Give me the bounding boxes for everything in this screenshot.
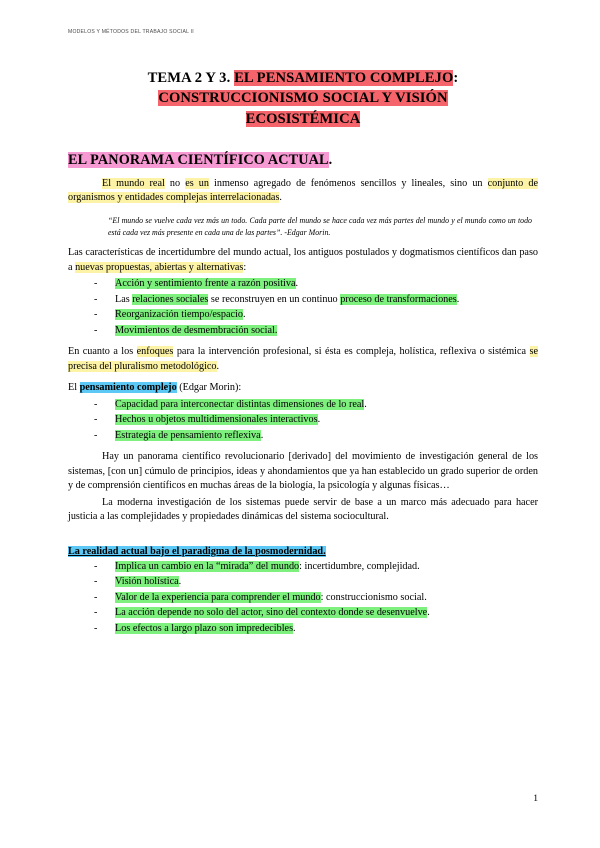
- hl-hechos-objetos: Hechos u objetos multidimensionales interactivos: [115, 414, 318, 426]
- running-header: MODELOS Y MÉTODOS DEL TRABAJO SOCIAL II: [68, 29, 194, 35]
- dash-marker: -: [94, 398, 98, 410]
- text-tail: .: [364, 398, 367, 410]
- hl-efectos-largo-plazo: Los efectos a largo plazo son impredecibles: [115, 622, 294, 634]
- list-realidad-posmodernidad: [68, 559, 538, 637]
- page-number: 1: [533, 793, 538, 804]
- paragraph-pensamiento-complejo-lead: [68, 381, 538, 395]
- text-el: El: [68, 382, 80, 394]
- list-item: [68, 323, 538, 339]
- heading-panorama-cientifico: [68, 152, 538, 170]
- text-tail: .: [216, 360, 220, 372]
- hl-accion-sentimiento: Acción y sentimiento frente a razón positiva: [115, 278, 296, 290]
- dash-marker: -: [94, 560, 98, 572]
- text-period: .: [279, 191, 282, 203]
- text-se-reconstruyen: se reconstruyen en un continuo: [208, 293, 341, 305]
- hl-el-mundo-real: El mundo real: [102, 177, 165, 189]
- list-item: [68, 307, 538, 323]
- list-item: [68, 559, 538, 575]
- text-tail: .: [242, 309, 246, 321]
- hl-capacidad-interconectar: Capacidad para interconectar distintas dimensiones de lo real: [115, 398, 365, 410]
- text-no: no: [164, 177, 186, 189]
- text-tail: .: [456, 293, 460, 305]
- text-caracteristicas-lead: Las características de incertidumbre del mundo actual, los antiguos postulados y dogmatismos científicos dan paso a: [68, 247, 538, 273]
- hl-valor-experiencia: Valor de la experiencia para comprender el mundo: [115, 591, 321, 603]
- title-prefix: TEMA 2 Y 3.: [147, 69, 235, 86]
- title-line-1: [68, 68, 538, 89]
- title-highlight-line2: CONSTRUCCIONISMO SOCIAL Y VISIÓN: [158, 90, 448, 107]
- list-pensamiento-complejo: [68, 397, 538, 444]
- hl-proceso-transformaciones: proceso de transformaciones: [340, 293, 457, 305]
- page-title: [68, 68, 538, 130]
- hl-estrategia-reflexiva: Estrategia de pensamiento reflexiva: [115, 429, 261, 441]
- heading-realidad-posmodernidad: [68, 545, 538, 558]
- hl-pluralismo-metodologico: se precisa del pluralismo metodológico: [68, 346, 538, 372]
- heading-panorama-highlight: EL PANORAMA CIENTÍFICO ACTUAL: [68, 151, 329, 168]
- text-intervencion: para la intervención profesional, si ésta es compleja, holística, reflexiva o sistémica: [173, 346, 530, 358]
- dash-marker: -: [94, 591, 98, 603]
- paragraph-moderna-investigacion: La moderna investigación de los sistemas puede servir de base a un marco más adecuado para hacer justicia a las complejidades y propiedades dinámicas del sistema sociocultural.: [68, 496, 538, 523]
- text-tail: .: [295, 278, 299, 290]
- list-nuevas-propuestas: [68, 276, 538, 338]
- paragraph-mundo-real: [68, 177, 538, 206]
- dash-marker: -: [94, 293, 98, 305]
- list-item: [68, 590, 538, 606]
- text-colon: :: [243, 261, 247, 273]
- dash-marker: -: [94, 278, 98, 290]
- dash-marker: -: [94, 324, 98, 336]
- text-edgar-morin: (Edgar Morin):: [176, 382, 242, 394]
- dash-marker: -: [94, 607, 98, 619]
- dash-marker: -: [94, 576, 98, 588]
- dash-marker: -: [94, 309, 98, 321]
- text-inmenso-agregado: inmenso agregado de fenómenos sencillos y lineales, sino un: [208, 177, 488, 189]
- dash-marker: -: [94, 429, 98, 441]
- hl-cambio-mirada: Implica un cambio en la “mirada” del mundo: [115, 560, 300, 572]
- hl-conjunto-organismos: conjunto de organismos y entidades complejas interrelacionadas: [68, 177, 538, 203]
- hl-es-un: es un: [185, 177, 209, 189]
- text-tail: : incertidumbre, complejidad.: [299, 560, 420, 572]
- title-line-3: [68, 109, 538, 130]
- dash-marker: -: [94, 622, 98, 634]
- title-line-2: [68, 88, 538, 109]
- title-highlight-main: EL PENSAMIENTO COMPLEJO: [234, 69, 454, 86]
- text-tail: .: [317, 414, 321, 426]
- title-highlight-line3: ECOSISTÉMICA: [245, 111, 361, 128]
- hl-accion-contexto: La acción depende no solo del actor, sino del contexto donde se desenvuelve: [115, 607, 428, 619]
- list-item: [68, 397, 538, 413]
- hl-enfoques: enfoques: [136, 346, 174, 358]
- list-item: [68, 574, 538, 590]
- hl-pensamiento-complejo: pensamiento complejo: [79, 382, 177, 394]
- blockquote-edgar-morin: “El mundo se vuelve cada vez más un todo. Cada parte del mundo se hace cada vez más partes del mundo y el mundo como un todo está cada vez más presente en cada una de las partes”. -Edgar Morin.: [108, 216, 532, 238]
- dash-marker: -: [94, 414, 98, 426]
- paragraph-caracteristicas: [68, 246, 538, 275]
- hl-vision-holistica: Visión holística: [115, 576, 179, 588]
- hl-nuevas-propuestas: nuevas propuestas, abiertas y alternativas: [75, 261, 244, 273]
- hl-movimientos-desmembracion: Movimientos de desmembración social.: [115, 324, 278, 336]
- list-item: [68, 605, 538, 621]
- list-item: [68, 428, 538, 444]
- text-tail: : construccionismo social.: [320, 591, 427, 603]
- list-item: [68, 276, 538, 292]
- list-item: [68, 621, 538, 637]
- hl-relaciones-sociales: relaciones sociales: [132, 293, 209, 305]
- paragraph-panorama-revolucionario: Hay un panorama científico revolucionario [derivado] del movimiento de investigación general de los sistemas, [con un] cúmulo de principios, ideas y ahondamientos que ya han establecido un grado superior de orden y de comprensión científicos en muchas áreas de la biología, la psicología y algunas físicas…: [68, 451, 538, 492]
- text-tail: .: [260, 429, 264, 441]
- text-tail: .: [178, 576, 182, 588]
- text-tail: .: [427, 607, 430, 619]
- text-las: Las: [115, 293, 133, 305]
- heading-panorama-period: .: [328, 151, 333, 168]
- hl-reorganizacion-tiempo-espacio: Reorganización tiempo/espacio: [115, 309, 243, 321]
- heading-realidad-highlight: La realidad actual bajo el paradigma de la posmodernidad.: [68, 545, 326, 557]
- list-item: [68, 292, 538, 308]
- paragraph-enfoques: [68, 345, 538, 374]
- text-en-cuanto: En cuanto a los: [68, 346, 137, 358]
- text-tail: .: [293, 622, 296, 634]
- title-colon: :: [453, 69, 459, 86]
- list-item: [68, 412, 538, 428]
